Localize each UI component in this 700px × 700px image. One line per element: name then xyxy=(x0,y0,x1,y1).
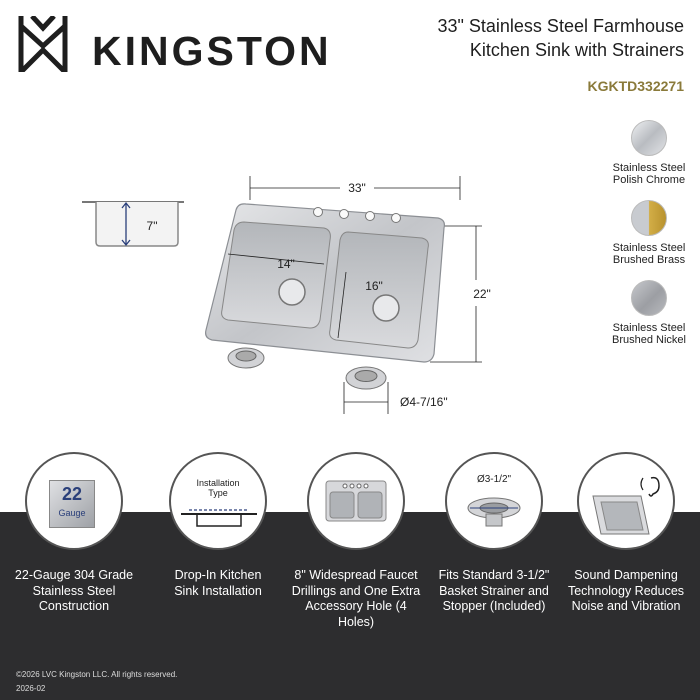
feature-text xyxy=(286,568,426,630)
brand-name: KINGSTON xyxy=(92,28,332,74)
kingston-logo-icon xyxy=(18,16,68,72)
gauge-icon xyxy=(25,452,123,550)
dim-bowl-right: 16" xyxy=(365,279,383,293)
right-drain xyxy=(373,295,399,321)
sound-dampening-icon xyxy=(577,452,675,550)
finish-brushed-brass[interactable] xyxy=(604,200,694,266)
finish-label-line-2: Polish Chrome xyxy=(612,174,686,186)
feature-faucet-holes xyxy=(286,452,426,630)
finish-label-line-1: Stainless Steel xyxy=(612,322,686,334)
title-line-2: Kitchen Sink with Strainers xyxy=(469,40,684,60)
strainer-left xyxy=(228,348,264,368)
dim-width: 33" xyxy=(348,181,366,195)
left-drain xyxy=(279,279,305,305)
strainer-size-label: Ø3-1/2" xyxy=(476,474,512,485)
feature-sound-dampening xyxy=(556,452,696,615)
feature-line: Sound Dampening xyxy=(574,568,678,582)
feature-line: Stainless Steel xyxy=(32,583,116,598)
feature-text xyxy=(556,568,696,615)
feature-line: Drillings and One Extra xyxy=(291,583,421,598)
installation-type-label: Type xyxy=(208,488,228,498)
feature-line: Stopper (Included) xyxy=(442,599,546,613)
sink-ear-icon xyxy=(589,472,667,536)
feature-line: Technology Reduces xyxy=(567,583,685,598)
feature-line: 8" Widespread Faucet xyxy=(294,568,418,582)
mini-sink-icon xyxy=(325,480,387,522)
strainer-right xyxy=(346,367,386,389)
gauge-sub: Gauge xyxy=(58,508,86,518)
swatch-polish-chrome xyxy=(631,120,667,156)
sku-code: KGKTD332271 xyxy=(587,78,684,94)
swatch-brushed-nickel xyxy=(631,280,667,316)
left-bowl xyxy=(222,222,331,328)
strainer-icon xyxy=(445,452,543,550)
feature-text xyxy=(424,568,564,615)
dim-strainer: Ø4-7/16" xyxy=(400,395,448,409)
feature-line: Drop-In Kitchen xyxy=(174,568,262,582)
feature-text xyxy=(4,568,144,615)
sink-side-profile xyxy=(82,202,184,246)
dim-depth: 7" xyxy=(146,219,158,233)
finish-label-line-2: Brushed Nickel xyxy=(612,334,686,346)
feature-line: 22-Gauge 304 Grade xyxy=(14,568,134,582)
feature-line: Basket Strainer and xyxy=(439,583,549,598)
feature-text xyxy=(148,568,288,599)
sink-diagram xyxy=(78,170,518,420)
feature-strainer xyxy=(424,452,564,615)
finish-label-line-1: Stainless Steel xyxy=(612,242,686,254)
dim-height: 22" xyxy=(473,287,491,301)
faucet-holes-icon xyxy=(307,452,405,550)
feature-installation xyxy=(148,452,288,599)
feature-gauge xyxy=(4,452,144,615)
installation-label: Installation xyxy=(196,478,240,488)
basket-strainer-icon xyxy=(464,492,524,532)
gauge-number: 22 xyxy=(61,484,83,504)
copyright: ©2026 LVC Kingston LLC. All rights reserved. xyxy=(16,670,178,679)
feature-line: Fits Standard 3-1/2" xyxy=(438,568,550,582)
feature-line: Accessory Hole (4 Holes) xyxy=(305,599,407,629)
finish-polish-chrome[interactable] xyxy=(604,120,694,186)
finish-brushed-nickel[interactable] xyxy=(604,280,694,346)
finish-label-line-1: Stainless Steel xyxy=(612,162,686,174)
feature-line: Sink Installation xyxy=(174,583,262,598)
dim-bowl-left: 14" xyxy=(277,257,295,271)
finish-label-line-2: Brushed Brass xyxy=(612,254,686,266)
swatch-brushed-brass xyxy=(631,200,667,236)
installation-icon xyxy=(169,452,267,550)
drop-in-diagram xyxy=(179,504,259,534)
product-title xyxy=(437,14,684,62)
footer-date: 2026-02 xyxy=(16,684,46,693)
feature-line: Construction xyxy=(38,599,110,613)
feature-line: Noise and Vibration xyxy=(571,599,681,613)
title-line-1: 33" Stainless Steel Farmhouse xyxy=(437,16,684,36)
